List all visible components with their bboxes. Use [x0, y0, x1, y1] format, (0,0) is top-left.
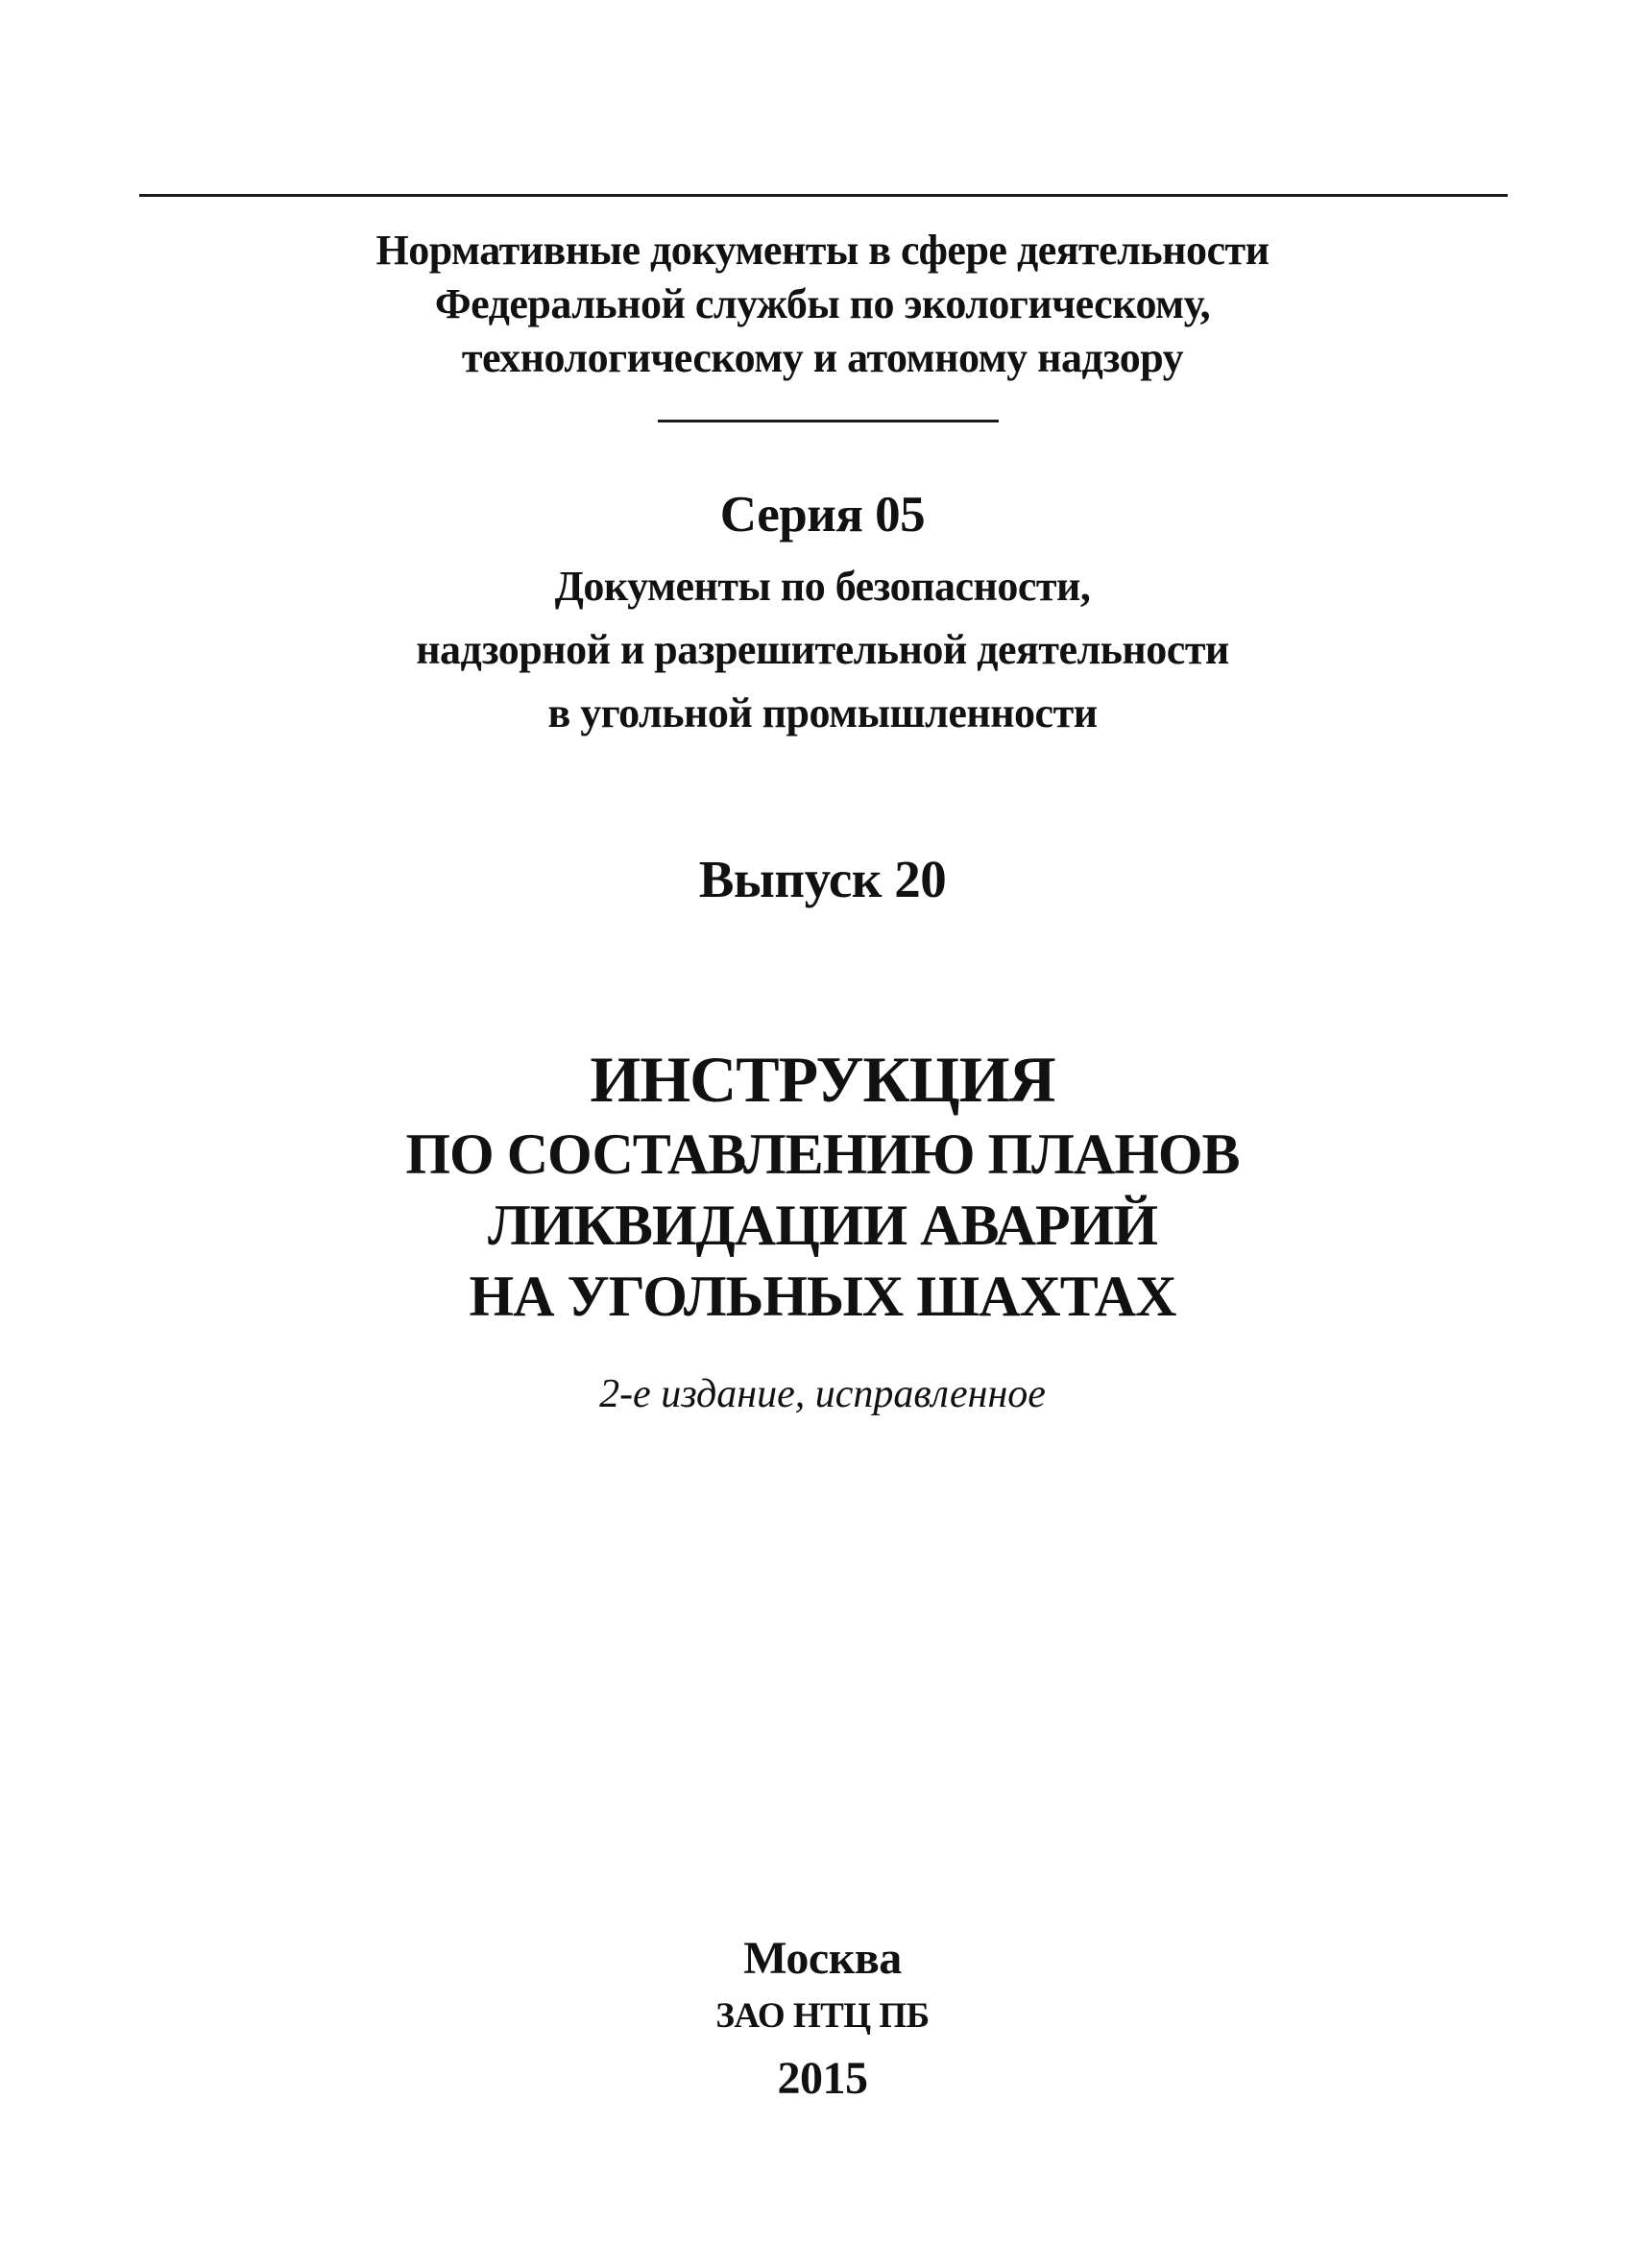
city-text: Москва [743, 1933, 902, 1984]
publisher-text: ЗАО НТЦ ПБ [715, 1996, 930, 2036]
edition-note [0, 1368, 1645, 1420]
top-rule [139, 194, 1508, 197]
issue-label: Выпуск 20 [698, 850, 947, 908]
imprint-year [0, 2049, 1645, 2109]
imprint-publisher [0, 1991, 1645, 2041]
issue-number [0, 846, 1645, 913]
document-subtitle-line: НА УГОЛЬНЫХ ШАХТАХ [469, 1265, 1176, 1328]
document-subtitle-line: ЛИКВИДАЦИИ АВАРИЙ [487, 1194, 1158, 1257]
agency-line: Федеральной службы по экологическому, [434, 280, 1211, 327]
document-subtitle [0, 1119, 1645, 1332]
series-description [0, 555, 1645, 745]
agency-line: технологическому и атомному надзору [461, 334, 1184, 381]
series-title [0, 484, 1645, 545]
year-text: 2015 [777, 2053, 868, 2104]
series-title-text: Серия 05 [719, 487, 926, 543]
document-subtitle-line: ПО СОСТАВЛЕНИЮ ПЛАНОВ [405, 1122, 1240, 1186]
agency-heading [0, 224, 1645, 385]
imprint-city [0, 1930, 1645, 1988]
divider-rule [658, 420, 999, 422]
series-description-line: надзорной и разрешительной деятельности [416, 626, 1229, 673]
agency-line: Нормативные документы в сфере деятельности [375, 227, 1270, 274]
edition-text: 2-е издание, исправленное [599, 1372, 1046, 1416]
series-description-line: Документы по безопасности, [554, 563, 1091, 610]
document-title-text: ИНСТРУКЦИЯ [590, 1043, 1055, 1116]
document-title [0, 1042, 1645, 1117]
series-description-line: в угольной промышленности [547, 689, 1098, 736]
